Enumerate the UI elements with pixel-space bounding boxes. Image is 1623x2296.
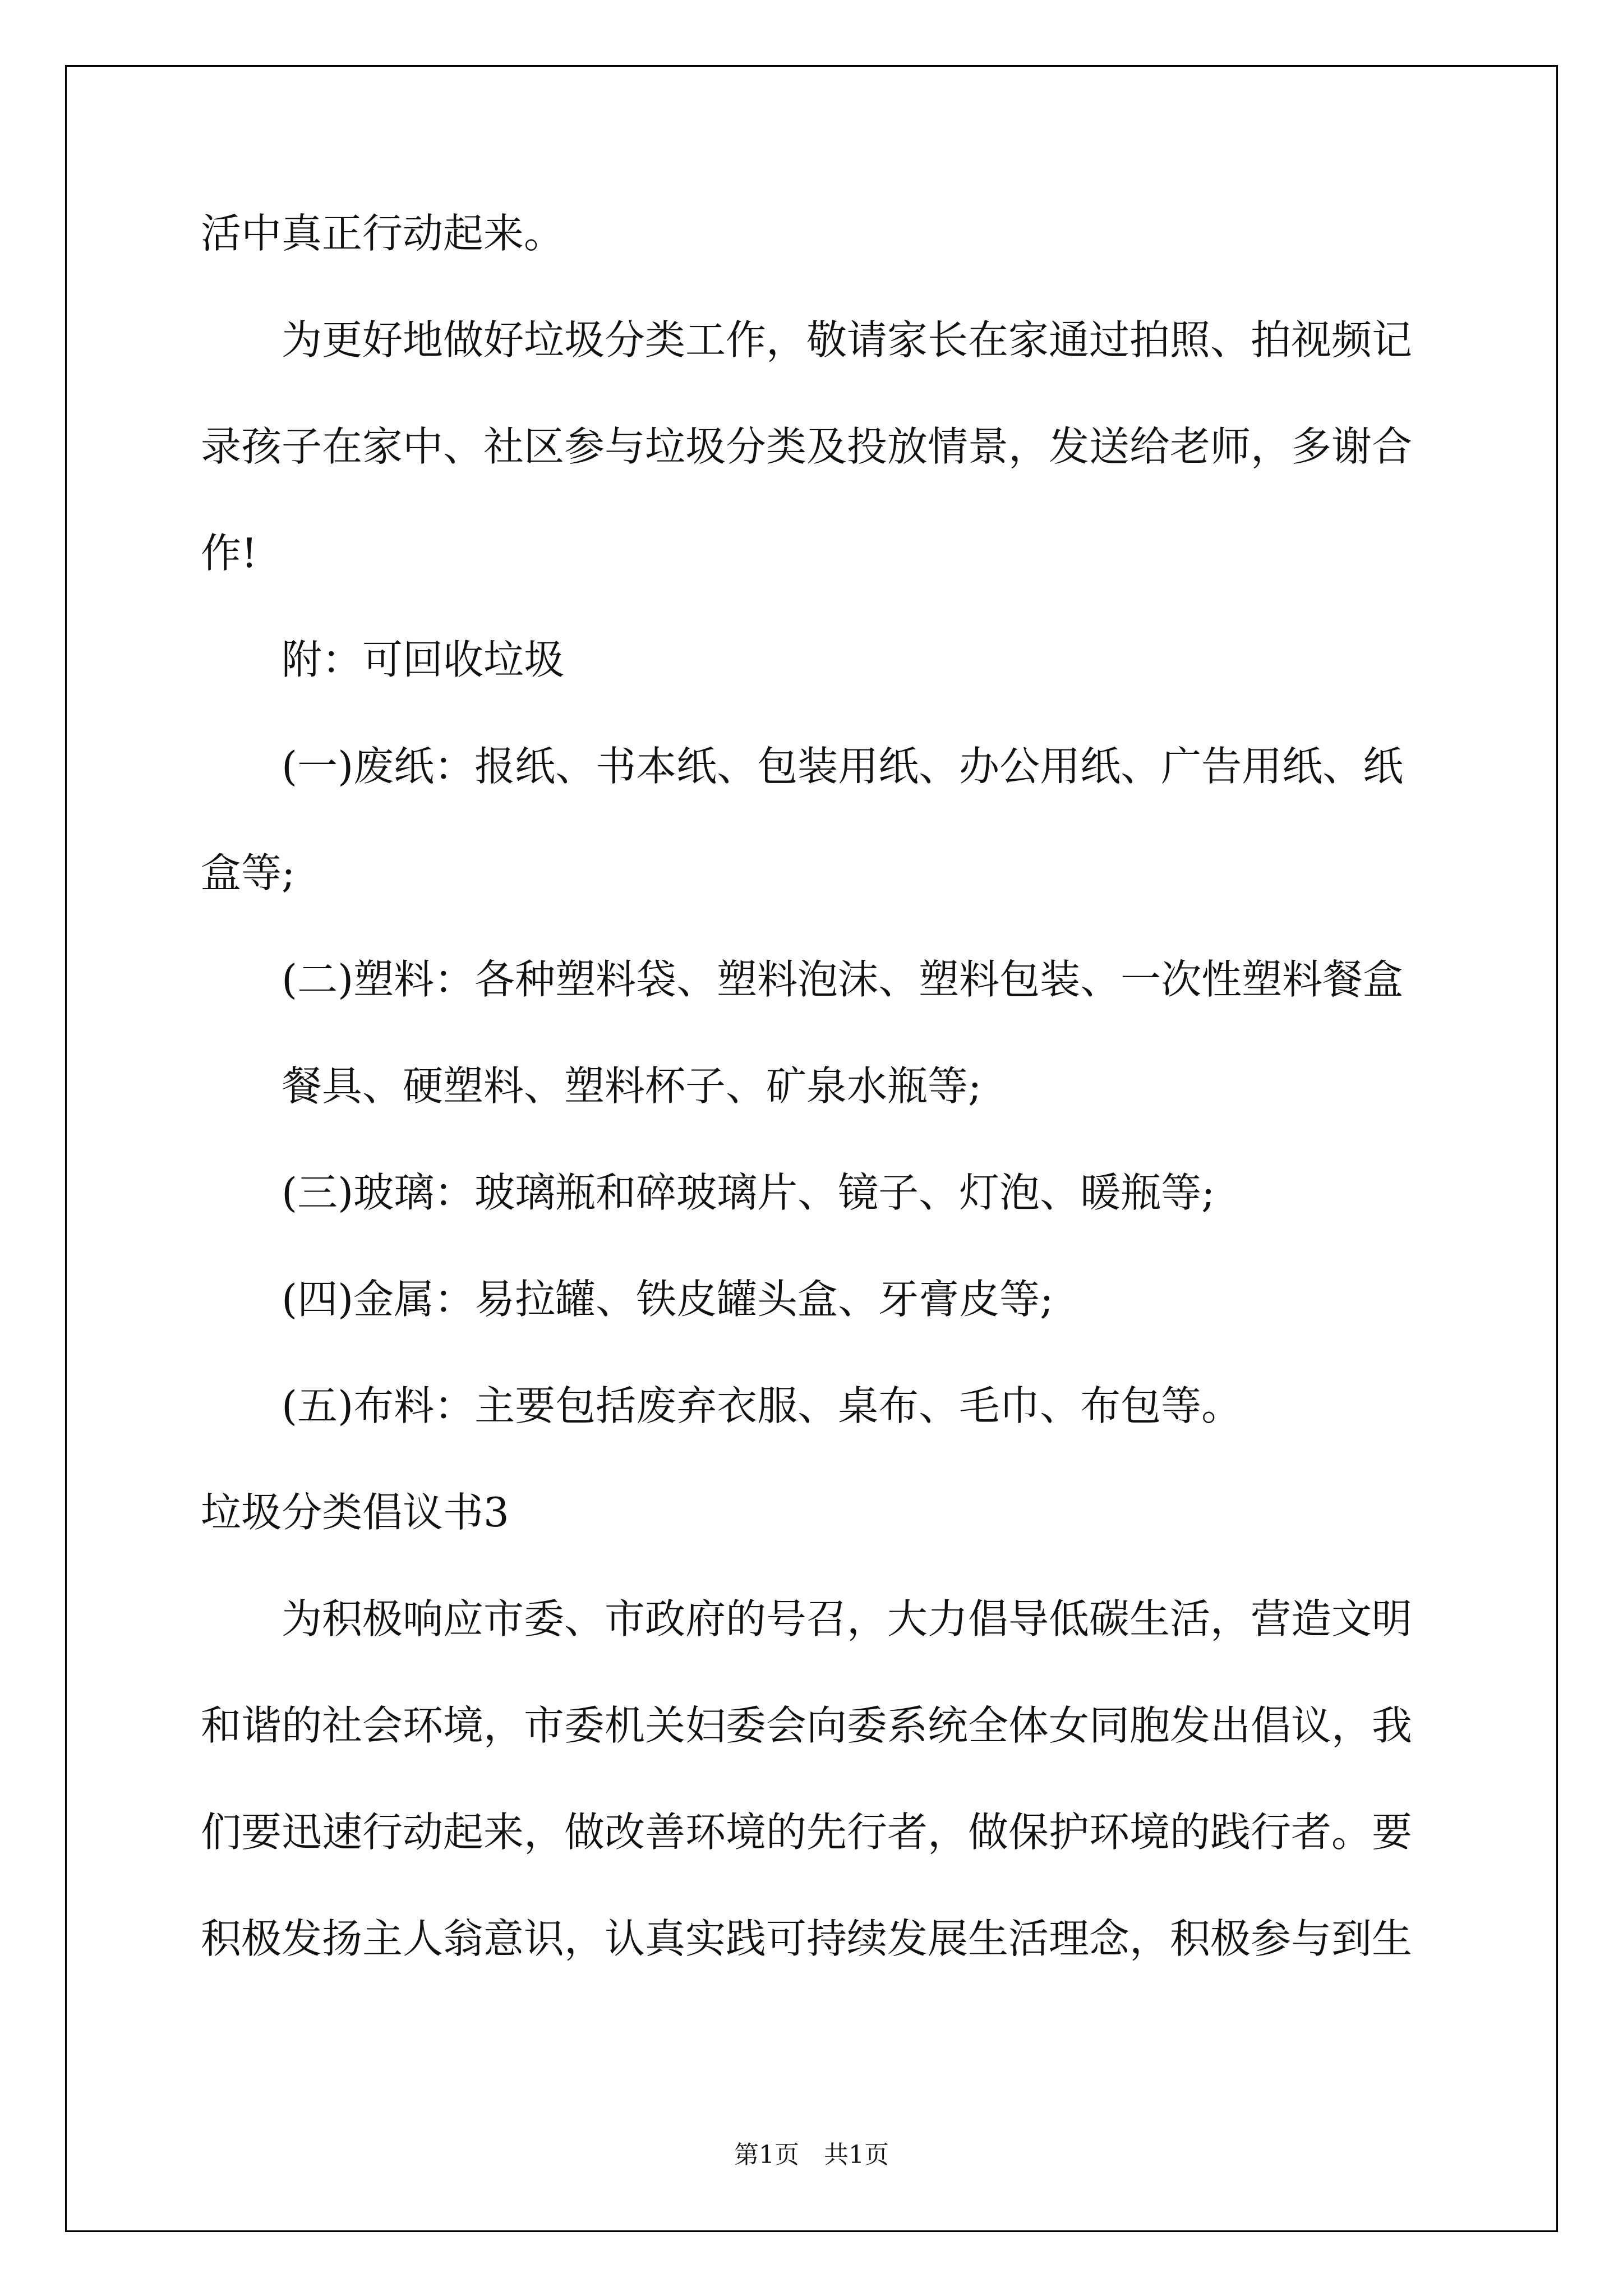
paragraph-line: (二)塑料：各种塑料袋、塑料泡沫、塑料包装、一次性塑料餐盒 [282, 956, 1404, 1003]
paragraph-line: (一)废纸：报纸、书本纸、包装用纸、办公用纸、广告用纸、纸 [282, 743, 1404, 790]
paragraph-line: 和谐的社会环境，市委机关妇委会向委系统全体女同胞发出倡议，我 [201, 1702, 1413, 1749]
paragraph-line: 积极发扬主人翁意识，认真实践可持续发展生活理念，积极参与到生 [201, 1915, 1413, 1962]
page-border [65, 65, 1558, 2232]
paragraph-line: 附：可回收垃圾 [282, 636, 565, 683]
section-heading: 垃圾分类倡议书3 [201, 1489, 509, 1536]
paragraph-line: 餐具、硬塑料、塑料杯子、矿泉水瓶等; [282, 1062, 982, 1110]
paragraph-line: 盒等; [201, 849, 296, 896]
paragraph-line: 作! [201, 530, 257, 577]
paragraph-line: 为积极响应市委、市政府的号召，大力倡导低碳生活，营造文明 [282, 1595, 1413, 1642]
page-footer: 第1页 共1页 [734, 2141, 889, 2169]
paragraph-line: 录孩子在家中、社区参与垃圾分类及投放情景，发送给老师，多谢合 [201, 423, 1413, 470]
paragraph-line: 活中真正行动起来。 [201, 210, 565, 257]
paragraph-line: (四)金属：易拉罐、铁皮罐头盒、牙膏皮等; [282, 1276, 1054, 1323]
paragraph-line: (五)布料：主要包括废弃衣服、桌布、毛巾、布包等。 [282, 1382, 1242, 1429]
paragraph-line: (三)玻璃：玻璃瓶和碎玻璃片、镜子、灯泡、暖瓶等; [282, 1169, 1215, 1216]
paragraph-line: 为更好地做好垃圾分类工作，敬请家长在家通过拍照、拍视频记 [282, 316, 1413, 364]
paragraph-line: 们要迅速行动起来，做改善环境的先行者，做保护环境的践行者。要 [201, 1809, 1413, 1856]
